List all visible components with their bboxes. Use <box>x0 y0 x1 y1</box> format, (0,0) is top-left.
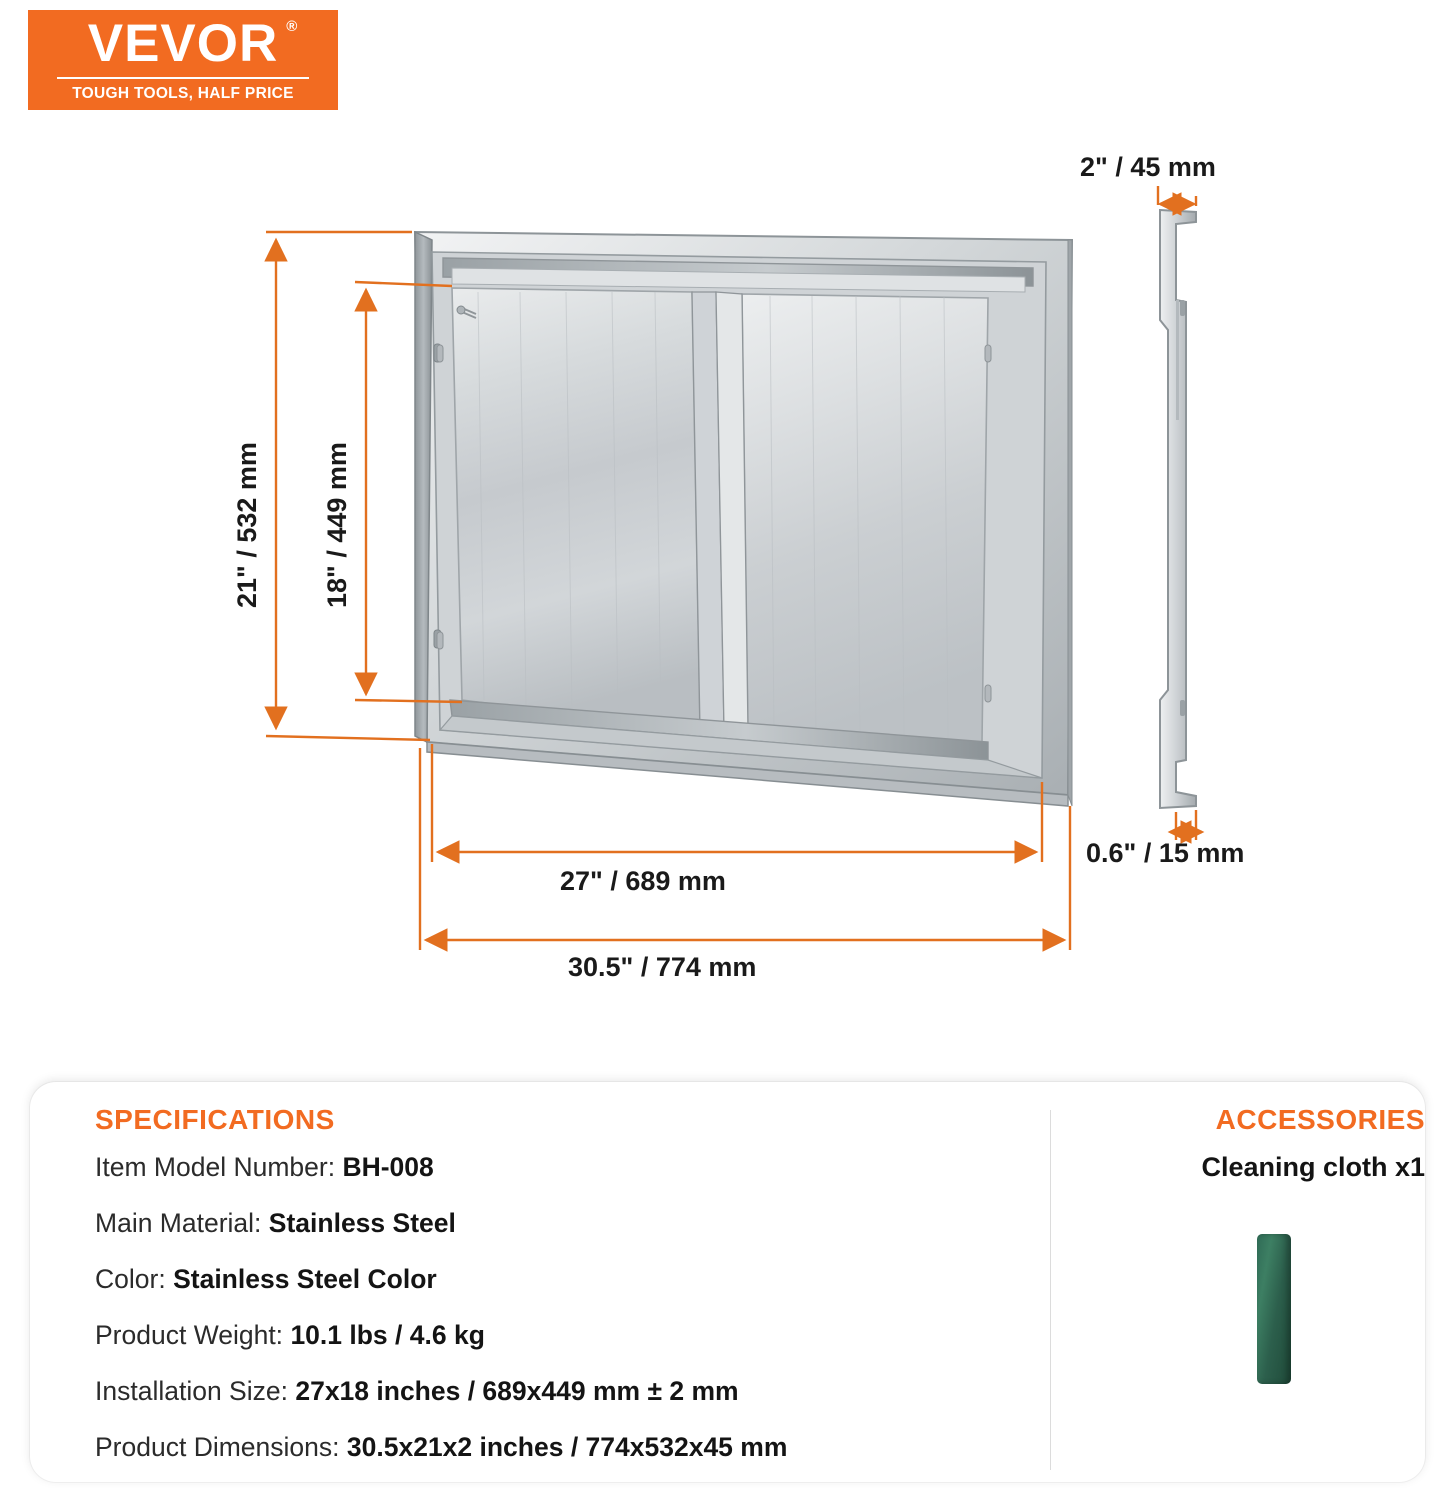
specifications-section <box>95 1104 1035 1488</box>
product-info-card <box>30 1082 1425 1482</box>
spec-row-color <box>95 1264 1035 1295</box>
dimension-height-inner: 18" / 449 mm <box>322 442 352 608</box>
spec-label-material: Main Material: <box>95 1208 262 1238</box>
dimension-height-outer: 21" / 532 mm <box>232 442 262 608</box>
logo-tagline: TOUGH TOOLS, HALF PRICE <box>57 77 309 103</box>
spec-row-material <box>95 1208 1035 1239</box>
accessories-title: ACCESSORIES <box>1215 1104 1425 1135</box>
dimension-width-inner: 27" / 689 mm <box>560 866 726 896</box>
dimension-depth-top: 2" / 45 mm <box>1080 152 1216 182</box>
spec-value-color: Stainless Steel Color <box>173 1264 437 1294</box>
spec-label-color: Color: <box>95 1264 166 1294</box>
column-divider <box>1050 1110 1051 1470</box>
accessory-item-cleaning-cloth: Cleaning cloth x1 <box>1201 1152 1425 1182</box>
spec-value-model: BH-008 <box>342 1152 434 1182</box>
front-view-group <box>415 232 1072 806</box>
accessories-section <box>1135 1104 1425 1183</box>
spec-label-weight: Product Weight: <box>95 1320 284 1350</box>
spec-label-installation-size: Installation Size: <box>95 1376 288 1406</box>
registered-trademark-icon: ® <box>286 18 299 35</box>
spec-label-product-dimensions: Product Dimensions: <box>95 1432 340 1462</box>
spec-value-weight: 10.1 lbs / 4.6 kg <box>290 1320 485 1350</box>
logo-brand-text: VEVOR <box>87 14 279 73</box>
spec-value-product-dimensions: 30.5x21x2 inches / 774x532x45 mm <box>346 1432 788 1462</box>
dimension-flange-depth: 0.6" / 15 mm <box>1086 838 1245 868</box>
spec-value-installation-size: 27x18 inches / 689x449 mm ± 2 mm <box>295 1376 739 1406</box>
spec-value-material: Stainless Steel <box>268 1208 456 1238</box>
spec-row-model <box>95 1152 1035 1183</box>
dimension-width-outer: 30.5" / 774 mm <box>568 952 757 982</box>
spec-row-installation-size <box>95 1376 1035 1407</box>
spec-row-product-dimensions <box>95 1432 1035 1463</box>
spec-row-weight <box>95 1320 1035 1351</box>
cleaning-cloth-image <box>1257 1234 1291 1384</box>
side-view-group <box>1160 210 1196 808</box>
specifications-title: SPECIFICATIONS <box>95 1104 335 1135</box>
spec-label-model: Item Model Number: <box>95 1152 336 1182</box>
